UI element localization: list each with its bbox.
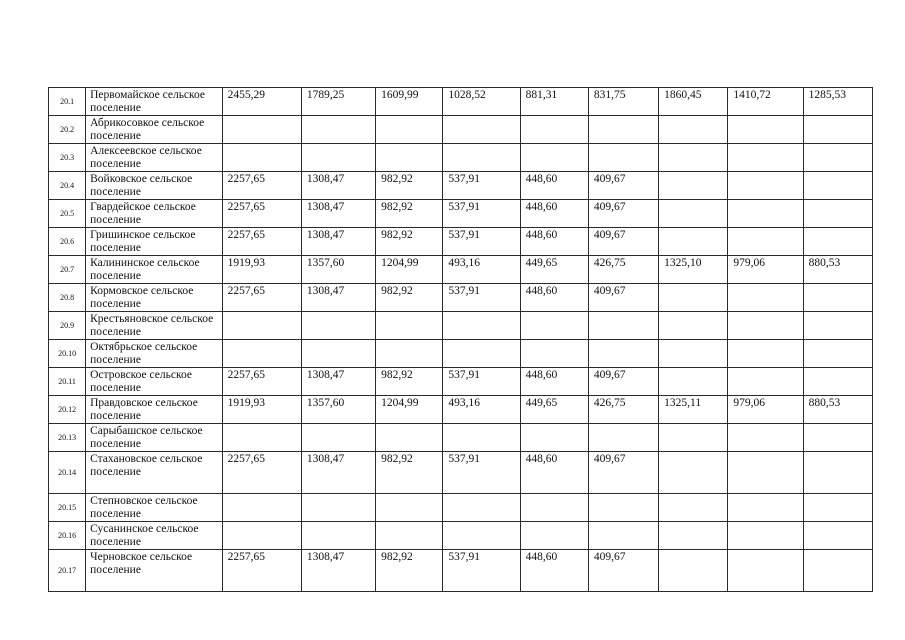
value-cell: 1285,53	[803, 88, 872, 116]
value-cell	[376, 424, 443, 452]
value-cell: 1860,45	[659, 88, 728, 116]
value-cell: 1308,47	[301, 550, 375, 592]
value-cell	[803, 424, 872, 452]
table-row	[49, 396, 873, 424]
value-cell: 982,92	[376, 228, 443, 256]
value-cell	[443, 340, 520, 368]
table-row	[49, 256, 873, 284]
value-cell: 1028,52	[443, 88, 520, 116]
value-cell: 449,65	[520, 256, 588, 284]
value-cell	[803, 228, 872, 256]
value-cell	[222, 312, 301, 340]
value-cell	[803, 116, 872, 144]
table-row	[49, 550, 873, 592]
value-cell: 409,67	[588, 284, 658, 312]
value-cell: 2257,65	[222, 284, 301, 312]
value-cell	[520, 424, 588, 452]
value-cell: 409,67	[588, 172, 658, 200]
table-row	[49, 284, 873, 312]
value-cell	[376, 312, 443, 340]
value-cell	[659, 522, 728, 550]
value-cell	[520, 144, 588, 172]
row-number-cell: 20.7	[49, 256, 86, 284]
table-row	[49, 312, 873, 340]
value-cell	[659, 368, 728, 396]
value-cell	[728, 284, 803, 312]
value-cell: 880,53	[803, 396, 872, 424]
value-cell	[728, 340, 803, 368]
value-cell: 2257,65	[222, 200, 301, 228]
value-cell	[659, 228, 728, 256]
value-cell	[222, 144, 301, 172]
value-cell	[301, 312, 375, 340]
settlement-name-cell: Калининское сельское поселение	[86, 256, 222, 284]
settlement-name-cell: Правдовское сельское поселение	[86, 396, 222, 424]
tariff-table	[48, 87, 873, 592]
value-cell	[588, 522, 658, 550]
settlement-name-cell: Первомайское сельское поселение	[86, 88, 222, 116]
value-cell	[520, 312, 588, 340]
row-number-cell: 20.12	[49, 396, 86, 424]
value-cell: 409,67	[588, 228, 658, 256]
value-cell: 493,16	[443, 396, 520, 424]
row-number-cell: 20.14	[49, 452, 86, 494]
value-cell	[659, 144, 728, 172]
row-number-cell: 20.13	[49, 424, 86, 452]
value-cell	[443, 116, 520, 144]
value-cell	[728, 494, 803, 522]
value-cell: 537,91	[443, 452, 520, 494]
value-cell: 448,60	[520, 172, 588, 200]
table-row	[49, 116, 873, 144]
settlement-name-cell: Гвардейское сельское поселение	[86, 200, 222, 228]
value-cell	[803, 494, 872, 522]
value-cell	[803, 452, 872, 494]
value-cell	[728, 116, 803, 144]
value-cell: 982,92	[376, 452, 443, 494]
value-cell	[520, 494, 588, 522]
value-cell: 1308,47	[301, 172, 375, 200]
value-cell	[728, 522, 803, 550]
value-cell	[803, 284, 872, 312]
settlement-name-cell: Алексеевское сельское поселение	[86, 144, 222, 172]
settlement-name-cell: Крестьяновское сельское поселение	[86, 312, 222, 340]
value-cell: 537,91	[443, 172, 520, 200]
value-cell: 537,91	[443, 368, 520, 396]
value-cell	[222, 424, 301, 452]
row-number-cell: 20.8	[49, 284, 86, 312]
value-cell: 2257,65	[222, 172, 301, 200]
value-cell: 1308,47	[301, 200, 375, 228]
row-number-cell: 20.11	[49, 368, 86, 396]
settlement-name-cell: Сарыбашское сельское поселение	[86, 424, 222, 452]
value-cell	[803, 144, 872, 172]
table-row	[49, 494, 873, 522]
value-cell	[659, 172, 728, 200]
value-cell	[443, 522, 520, 550]
value-cell: 537,91	[443, 550, 520, 592]
value-cell: 448,60	[520, 200, 588, 228]
value-cell	[588, 116, 658, 144]
value-cell: 831,75	[588, 88, 658, 116]
tariff-table-container	[48, 87, 873, 592]
value-cell	[728, 312, 803, 340]
value-cell	[376, 116, 443, 144]
table-row	[49, 228, 873, 256]
value-cell: 537,91	[443, 284, 520, 312]
value-cell	[728, 200, 803, 228]
value-cell	[728, 368, 803, 396]
table-row	[49, 88, 873, 116]
value-cell: 1204,99	[376, 256, 443, 284]
value-cell: 1609,99	[376, 88, 443, 116]
value-cell	[659, 424, 728, 452]
value-cell: 448,60	[520, 452, 588, 494]
row-number-cell: 20.4	[49, 172, 86, 200]
value-cell: 2257,65	[222, 228, 301, 256]
value-cell	[728, 172, 803, 200]
value-cell: 880,53	[803, 256, 872, 284]
value-cell: 448,60	[520, 228, 588, 256]
value-cell	[376, 144, 443, 172]
value-cell	[659, 452, 728, 494]
value-cell	[222, 340, 301, 368]
settlement-name-cell: Кормовское сельское поселение	[86, 284, 222, 312]
row-number-cell: 20.5	[49, 200, 86, 228]
value-cell	[301, 116, 375, 144]
value-cell: 1308,47	[301, 284, 375, 312]
value-cell	[803, 340, 872, 368]
settlement-name-cell: Сусанинское сельское поселение	[86, 522, 222, 550]
value-cell: 1325,10	[659, 256, 728, 284]
value-cell	[376, 494, 443, 522]
value-cell	[301, 340, 375, 368]
settlement-name-cell: Черновское сельское поселение	[86, 550, 222, 592]
table-row	[49, 522, 873, 550]
table-row	[49, 368, 873, 396]
value-cell: 1308,47	[301, 452, 375, 494]
value-cell: 1325,11	[659, 396, 728, 424]
row-number-cell: 20.3	[49, 144, 86, 172]
value-cell: 979,06	[728, 256, 803, 284]
value-cell	[803, 522, 872, 550]
row-number-cell: 20.1	[49, 88, 86, 116]
value-cell	[376, 340, 443, 368]
value-cell	[588, 312, 658, 340]
value-cell	[728, 228, 803, 256]
value-cell	[803, 550, 872, 592]
value-cell: 982,92	[376, 200, 443, 228]
value-cell	[659, 494, 728, 522]
value-cell	[728, 424, 803, 452]
value-cell: 982,92	[376, 368, 443, 396]
settlement-name-cell: Войковское сельское поселение	[86, 172, 222, 200]
settlement-name-cell: Абрикосовкое сельское поселение	[86, 116, 222, 144]
row-number-cell: 20.16	[49, 522, 86, 550]
value-cell	[222, 116, 301, 144]
value-cell	[728, 452, 803, 494]
value-cell	[659, 312, 728, 340]
value-cell: 1410,72	[728, 88, 803, 116]
value-cell	[588, 424, 658, 452]
value-cell: 448,60	[520, 284, 588, 312]
value-cell	[520, 340, 588, 368]
value-cell	[222, 522, 301, 550]
value-cell	[443, 144, 520, 172]
value-cell: 426,75	[588, 396, 658, 424]
value-cell: 2257,65	[222, 550, 301, 592]
value-cell: 881,31	[520, 88, 588, 116]
row-number-cell: 20.15	[49, 494, 86, 522]
value-cell: 1357,60	[301, 396, 375, 424]
value-cell	[728, 550, 803, 592]
value-cell: 409,67	[588, 550, 658, 592]
value-cell	[803, 172, 872, 200]
value-cell	[659, 116, 728, 144]
value-cell: 1204,99	[376, 396, 443, 424]
value-cell	[803, 368, 872, 396]
value-cell: 449,65	[520, 396, 588, 424]
value-cell	[301, 424, 375, 452]
value-cell: 409,67	[588, 368, 658, 396]
value-cell	[659, 550, 728, 592]
settlement-name-cell: Островское сельское поселение	[86, 368, 222, 396]
table-row	[49, 144, 873, 172]
value-cell	[301, 522, 375, 550]
value-cell	[301, 144, 375, 172]
value-cell: 426,75	[588, 256, 658, 284]
value-cell: 982,92	[376, 550, 443, 592]
value-cell: 448,60	[520, 550, 588, 592]
value-cell: 1357,60	[301, 256, 375, 284]
value-cell	[520, 522, 588, 550]
value-cell	[588, 144, 658, 172]
value-cell	[728, 144, 803, 172]
value-cell: 537,91	[443, 200, 520, 228]
value-cell: 2257,65	[222, 368, 301, 396]
value-cell: 979,06	[728, 396, 803, 424]
row-number-cell: 20.2	[49, 116, 86, 144]
row-number-cell: 20.17	[49, 550, 86, 592]
value-cell	[520, 116, 588, 144]
value-cell	[659, 284, 728, 312]
settlement-name-cell: Октябрьское сельское поселение	[86, 340, 222, 368]
table-row	[49, 340, 873, 368]
value-cell	[443, 312, 520, 340]
value-cell	[376, 522, 443, 550]
value-cell	[588, 340, 658, 368]
value-cell: 2257,65	[222, 452, 301, 494]
settlement-name-cell: Степновское сельское поселение	[86, 494, 222, 522]
value-cell	[803, 200, 872, 228]
value-cell: 982,92	[376, 284, 443, 312]
settlement-name-cell: Гришинское сельское поселение	[86, 228, 222, 256]
value-cell: 1308,47	[301, 228, 375, 256]
value-cell	[443, 494, 520, 522]
value-cell	[803, 312, 872, 340]
settlement-name-cell: Стахановское сельское поселение	[86, 452, 222, 494]
value-cell	[659, 200, 728, 228]
value-cell: 1919,93	[222, 256, 301, 284]
value-cell: 448,60	[520, 368, 588, 396]
value-cell: 982,92	[376, 172, 443, 200]
table-row	[49, 172, 873, 200]
value-cell: 537,91	[443, 228, 520, 256]
value-cell	[443, 424, 520, 452]
value-cell	[301, 494, 375, 522]
value-cell	[659, 340, 728, 368]
value-cell: 2455,29	[222, 88, 301, 116]
table-row	[49, 200, 873, 228]
value-cell: 1789,25	[301, 88, 375, 116]
row-number-cell: 20.9	[49, 312, 86, 340]
table-row	[49, 452, 873, 494]
table-row	[49, 424, 873, 452]
value-cell: 1308,47	[301, 368, 375, 396]
value-cell: 409,67	[588, 452, 658, 494]
value-cell: 409,67	[588, 200, 658, 228]
value-cell	[222, 494, 301, 522]
value-cell	[588, 494, 658, 522]
value-cell: 493,16	[443, 256, 520, 284]
row-number-cell: 20.10	[49, 340, 86, 368]
value-cell: 1919,93	[222, 396, 301, 424]
row-number-cell: 20.6	[49, 228, 86, 256]
